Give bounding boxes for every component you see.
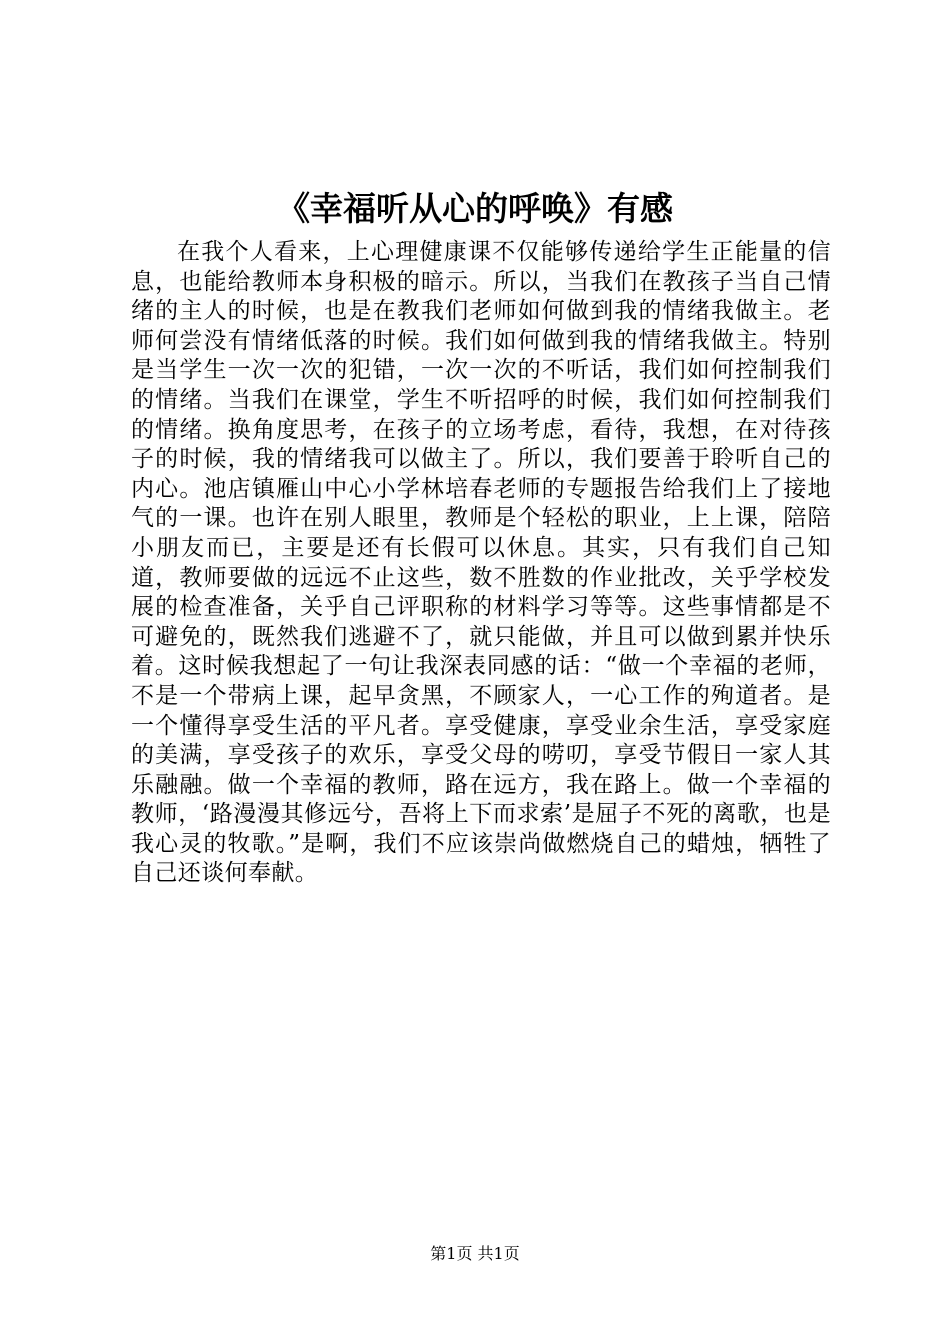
body-paragraph: 在我个人看来，上心理健康课不仅能够传递给学生正能量的信息，也能给教师本身积极的暗示。所以，当我们在教孩子当自己情绪的主人的时候，也是在教我们老师如何做到我的情绪我做主。老师何尝没有情绪低落的时候。我们如何做到我的情绪我做主。特别是当学生一次一次的犯错，一次一次的不听话，我们如何控制我们的情绪。当我们在课堂，学生不听招呼的时候，我们如何控制我们的情绪。换角度思考，在孩子的立场考虑，看待，我想，在对待孩子的时候，我的情绪我可以做主了。所以，我们要善于聆听自己的内心。池店镇雁山中心小学林培春老师的专题报告给我们上了接地气的一课。也许在别人眼里，教师是个轻松的职业，上上课，陪陪小朋友而已，主要是还有长假可以休息。其实，只有我们自己知道，教师要做的远远不止这些，数不胜数的作业批改，关乎学校发展的检查准备，关乎自己评职称的材料学习等等。这些事情都是不可避免的，既然我们逃避不了，就只能做，并且可以做到累并快乐着。这时候我想起了一句让我深表同感的话：“做一个幸福的老师，不是一个带病上课，起早贪黑，不顾家人，一心工作的殉道者。是一个懂得享受生活的平凡者。享受健康，享受业余生活，享受家庭的美满，享受孩子的欢乐，享受父母的唠叨，享受节假日一家人其乐融融。做一个幸福的教师，路在远方，我在路上。做一个幸福的教师，‘路漫漫其修远兮，吾将上下而求索’是屈子不死的离歌，也是我心灵的牧歌。”是啊，我们不应该崇尚做燃烧自己的蜡烛，牺牲了自己还谈何奉献。 [131, 239, 831, 887]
page-footer: 第1页 共1页 [430, 1244, 520, 1263]
document-title: 《幸福听从心的呼唤》有感 [277, 189, 673, 228]
